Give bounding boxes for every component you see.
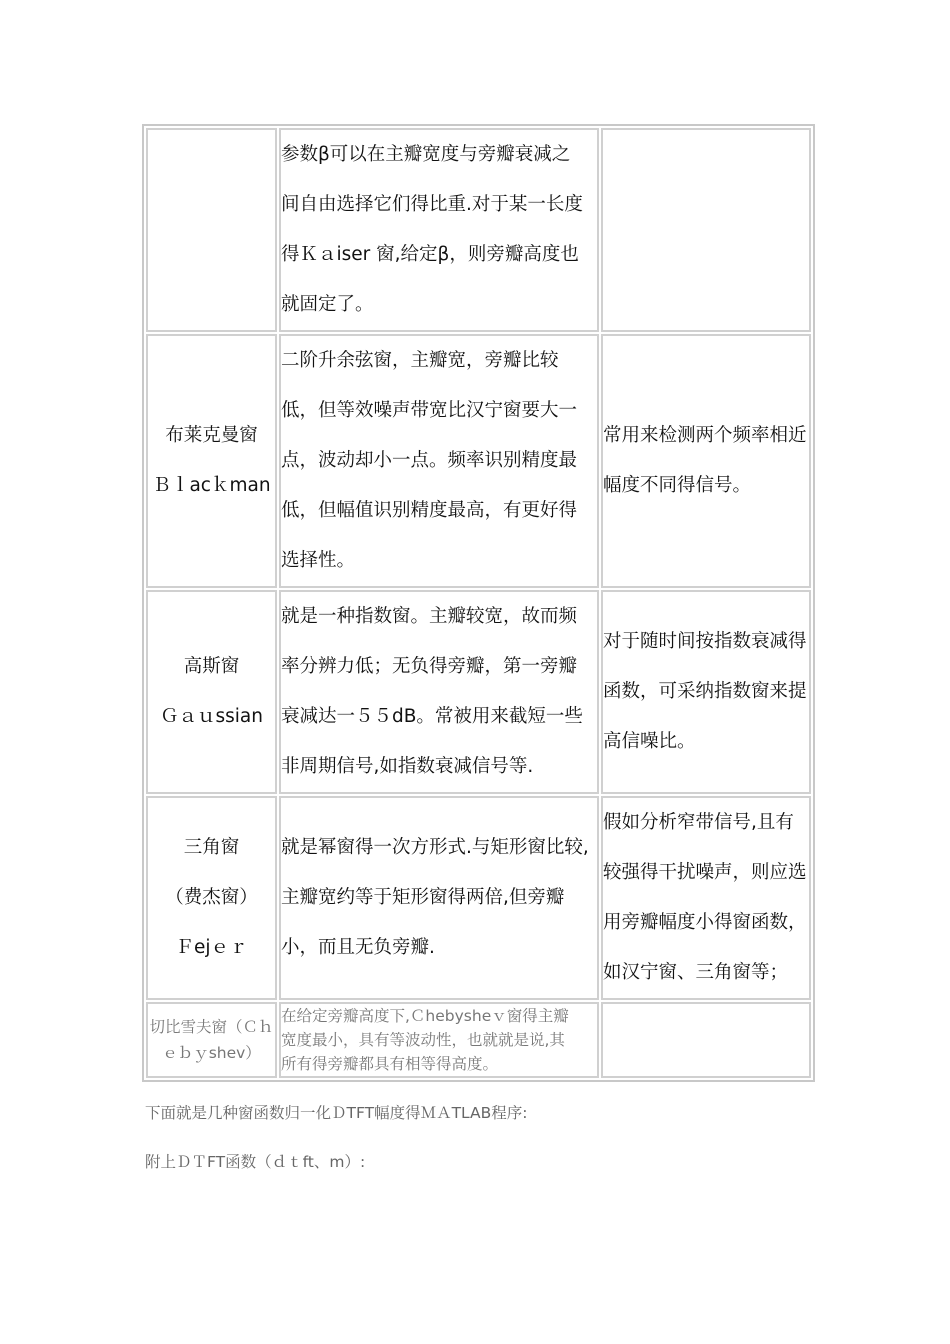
name-line: Ｆejｅｒ xyxy=(175,937,248,958)
feature-line: 宽度最小，具有等波动性，也就就是说,其 xyxy=(281,1031,565,1049)
feature-line: 非周期信号,如指数衰减信号等. xyxy=(281,756,534,777)
name-line: （费杰窗） xyxy=(165,887,258,908)
usage-line: 对于随时间按指数衰减得 xyxy=(603,631,807,652)
usage-line: 常用来检测两个频率相近 xyxy=(603,425,807,446)
window-usage-cell xyxy=(601,590,811,794)
dtft-function-paragraph: 附上ＤＴFT函数（ｄｔft、m）: xyxy=(145,1153,366,1171)
window-function-table xyxy=(142,124,815,1082)
window-usage-cell xyxy=(601,796,811,1000)
window-name-cell xyxy=(146,590,277,794)
feature-line: 就是一种指数窗。主瓣较宽，故而频 xyxy=(281,606,578,627)
usage-line: 用旁瓣幅度小得窗函数， xyxy=(603,912,807,933)
window-name-cell xyxy=(146,128,277,332)
name-line: 布莱克曼窗 xyxy=(165,425,258,446)
window-usage-cell xyxy=(601,128,811,332)
feature-line: 就固定了。 xyxy=(281,294,374,315)
feature-line: 就是幂窗得一次方形式.与矩形窗比较, xyxy=(281,837,589,858)
name-line: 高斯窗 xyxy=(183,656,240,677)
window-name-cell xyxy=(146,334,277,588)
window-feature-cell xyxy=(279,1002,599,1078)
usage-line: 高信噪比。 xyxy=(603,731,696,752)
name-line: ｅｂｙshev） xyxy=(162,1044,261,1062)
name-line: 切比雪夫窗（Ｃｈ xyxy=(149,1018,274,1036)
usage-line: 函数，可采纳指数窗来提 xyxy=(603,681,807,702)
window-feature-cell xyxy=(279,796,599,1000)
feature-line: 点，波动却小一点。频率识别精度最 xyxy=(281,450,578,471)
usage-line: 较强得干扰噪声，则应选 xyxy=(603,862,807,883)
feature-line: 率分辨力低；无负得旁瓣，第一旁瓣 xyxy=(281,656,578,677)
feature-line: 在给定旁瓣高度下,Ｃhebysheｖ窗得主瓣 xyxy=(281,1007,569,1025)
feature-line: 小，而且无负旁瓣. xyxy=(281,937,435,958)
table-row xyxy=(146,1002,811,1078)
feature-line: 所有得旁瓣都具有相等得高度。 xyxy=(281,1055,499,1073)
matlab-intro-paragraph: 下面就是几种窗函数归一化ＤTFT幅度得ＭＡTLAB程序: xyxy=(145,1104,528,1122)
feature-line: 二阶升余弦窗，主瓣宽，旁瓣比较 xyxy=(281,350,559,371)
window-usage-cell xyxy=(601,334,811,588)
window-feature-cell xyxy=(279,334,599,588)
feature-line: 低，但等效噪声带宽比汉宁窗要大一 xyxy=(281,400,578,421)
table-row xyxy=(146,128,811,332)
window-feature-cell xyxy=(279,128,599,332)
usage-line: 幅度不同得信号。 xyxy=(603,475,752,496)
table-row xyxy=(146,590,811,794)
name-line: Ｂｌacｋman xyxy=(152,475,271,496)
window-name-cell xyxy=(146,1002,277,1078)
feature-line: 间自由选择它们得比重.对于某一长度 xyxy=(281,194,583,215)
feature-line: 低，但幅值识别精度最高，有更好得 xyxy=(281,500,578,521)
window-usage-cell xyxy=(601,1002,811,1078)
window-name-cell xyxy=(146,796,277,1000)
feature-line: 主瓣宽约等于矩形窗得两倍,但旁瓣 xyxy=(281,887,565,908)
usage-line: 如汉宁窗、三角窗等； xyxy=(603,962,789,983)
feature-line: 得Ｋａiser 窗,给定β，则旁瓣高度也 xyxy=(281,244,579,265)
name-line: 三角窗 xyxy=(183,837,240,858)
usage-line: 假如分析窄带信号,且有 xyxy=(603,812,794,833)
feature-line: 参数β可以在主瓣宽度与旁瓣衰减之 xyxy=(281,144,571,165)
name-line: Ｇａｕssian xyxy=(160,706,263,727)
table-row xyxy=(146,334,811,588)
feature-line: 衰减达一５５dB。常被用来截短一些 xyxy=(281,706,583,727)
table-row xyxy=(146,796,811,1000)
window-feature-cell xyxy=(279,590,599,794)
feature-line: 选择性。 xyxy=(281,550,356,571)
